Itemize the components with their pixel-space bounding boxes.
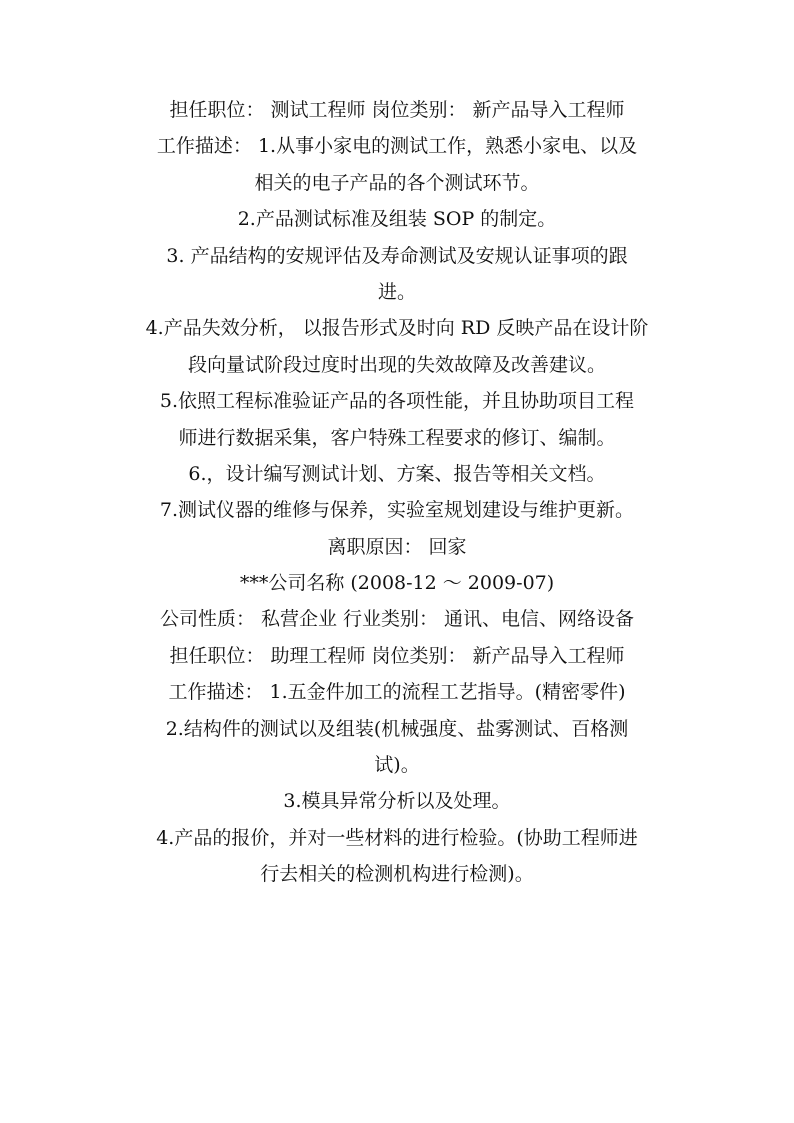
- text-line: 2.产品测试标准及组装 SOP 的制定。: [237, 208, 557, 231]
- text-line: 4.产品的报价，并对一些材料的进行检验。(协助工程师进: [156, 826, 638, 849]
- text-line-leave-reason: 离职原因： 回家: [327, 535, 467, 558]
- text-line-company-name: ***公司名称 (2008-12 ～ 2009-07): [239, 572, 555, 595]
- text-line: 6.，设计编写测试计划、方案、报告等相关文档。: [188, 462, 606, 485]
- text-line: 试)。: [374, 754, 420, 777]
- text-line-company-type: 公司性质： 私营企业 行业类别： 通讯、电信、网络设备: [159, 608, 635, 631]
- text-line: 7.测试仪器的维修与保养，实验室规划建设与维护更新。: [159, 499, 635, 522]
- text-line: 段向量试阶段过度时出现的失效故障及改善建议。: [187, 353, 606, 376]
- text-line: 进。: [377, 280, 416, 303]
- text-line: 4.产品失效分析， 以报告形式及时向 RD 反映产品在设计阶: [145, 317, 649, 340]
- text-line-description-2: 工作描述： 1.五金件加工的流程工艺指导。(精密零件): [168, 681, 626, 704]
- text-line: 3. 产品结构的安规评估及寿命测试及安规认证事项的跟: [166, 244, 628, 267]
- text-line: 2.结构件的测试以及组装(机械强度、盐雾测试、百格测: [165, 717, 629, 740]
- text-line: 师进行数据采集，客户特殊工程要求的修订、编制。: [178, 426, 616, 449]
- text-line-position-1: 担任职位： 测试工程师 岗位类别： 新产品导入工程师: [169, 99, 625, 121]
- text-line: 行去相关的检测机构进行检测)。: [260, 863, 534, 886]
- text-line: 相关的电子产品的各个测试环节。: [254, 171, 540, 194]
- resume-text: [120, 92, 674, 893]
- text-line-description-1: 工作描述： 1.从事小家电的测试工作，熟悉小家电、以及: [156, 135, 638, 158]
- text-line-position-2: 担任职位： 助理工程师 岗位类别： 新产品导入工程师: [169, 644, 625, 667]
- text-line: 5.依照工程标准验证产品的各项性能，并且协助项目工程: [159, 390, 635, 413]
- text-line: 3.模具异常分析以及处理。: [283, 790, 511, 813]
